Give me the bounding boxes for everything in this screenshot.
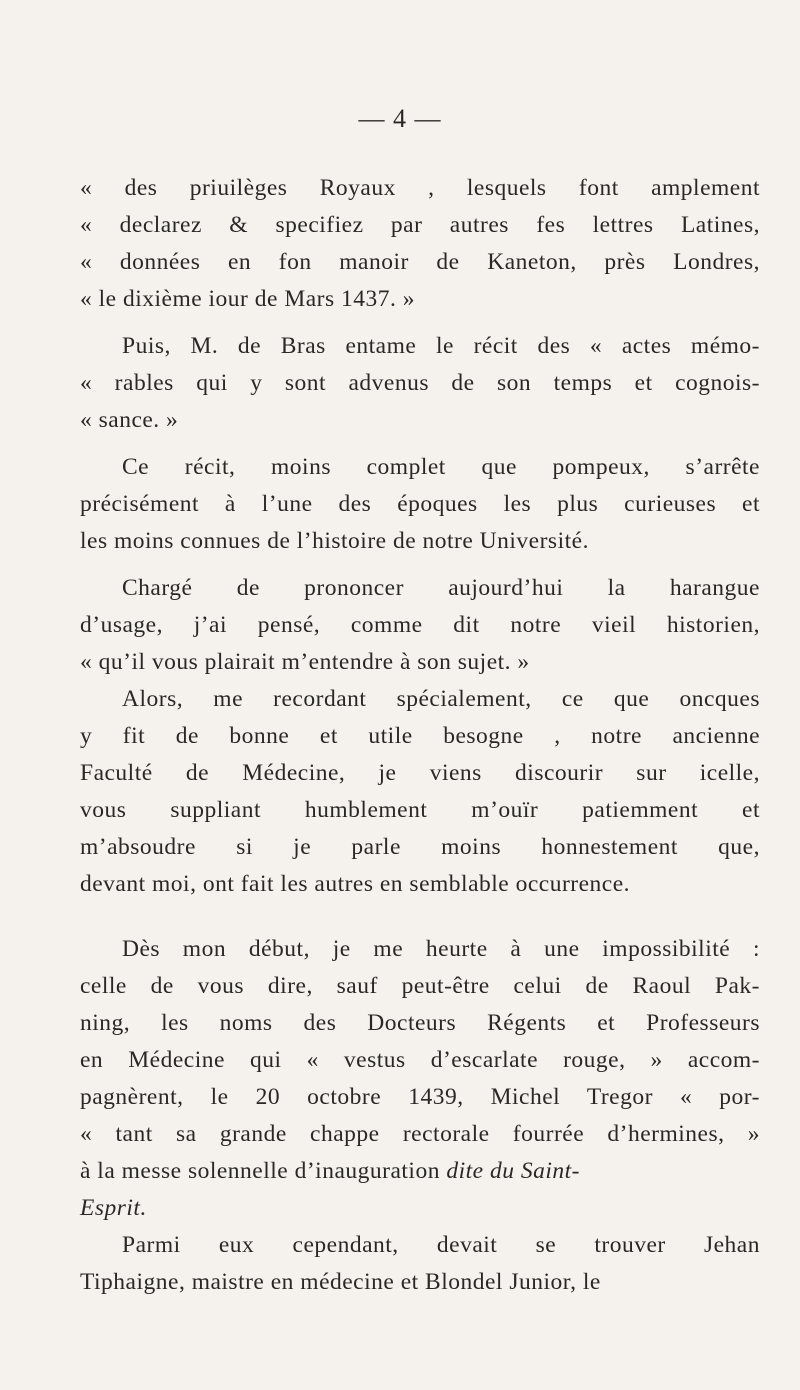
text-line: « declarez & specifiez par autres fes lettres Latines,	[80, 212, 760, 238]
text-line: en Médecine qui « vestus d’escarlate rouge, » accom-	[80, 1047, 760, 1073]
text-line: « qu’il vous plairait m’entendre à son sujet. »	[80, 649, 530, 675]
text-line: « tant sa grande chappe rectorale fourrée d’hermines, »	[80, 1121, 760, 1147]
body-text	[80, 170, 760, 1301]
text-line: « le dixième iour de Mars 1437. »	[80, 286, 415, 312]
text-line	[80, 1190, 760, 1227]
text-line: Parmi eux cependant, devait se trouver Jehan	[122, 1232, 760, 1258]
text-line: Chargé de prononcer aujourd’hui la harangue	[122, 575, 760, 601]
text-line: Dès mon début, je me heurte à une impossibilité :	[122, 936, 760, 962]
text-line: « des priuilèges Royaux , lesquels font amplement	[80, 175, 760, 201]
text-line: celle de vous dire, sauf peut-être celui de Raoul Pak-	[80, 973, 760, 999]
italic-title: Esprit.	[80, 1195, 147, 1221]
text-line: « rables qui y sont advenus de son temps et cognois-	[80, 370, 760, 396]
text-line: m’absoudre si je parle moins honnestement que,	[80, 834, 760, 860]
text-line: ning, les noms des Docteurs Régents et Professeurs	[80, 1010, 760, 1036]
italic-title: dite du Saint-	[446, 1158, 580, 1184]
text-line: Puis, M. de Bras entame le récit des « actes mémo-	[122, 333, 760, 359]
text-line: d’usage, j’ai pensé, comme dit notre vieil historien,	[80, 612, 760, 638]
text-line: Alors, me recordant spécialement, ce que oncques	[122, 686, 760, 712]
text-line: y fit de bonne et utile besogne , notre ancienne	[80, 723, 760, 749]
text-line: Tiphaigne, maistre en médecine et Blondel Junior, le	[80, 1269, 601, 1295]
text-line: « données en fon manoir de Kaneton, près Londres,	[80, 249, 760, 275]
text-line: Ce récit, moins complet que pompeux, s’arrête	[122, 454, 760, 480]
text-line: pagnèrent, le 20 octobre 1439, Michel Tregor « por-	[80, 1084, 760, 1110]
text-line: devant moi, ont fait les autres en semblable occurrence.	[80, 871, 631, 897]
text-line: vous suppliant humblement m’ouïr patiemment et	[80, 797, 760, 823]
text-line: « sance. »	[80, 407, 179, 433]
text-line: les moins connues de l’histoire de notre Université.	[80, 528, 589, 554]
text-line	[80, 1153, 760, 1190]
text-line: Faculté de Médecine, je viens discourir sur icelle,	[80, 760, 760, 786]
text-segment: à la messe solennelle d’inauguration	[80, 1158, 440, 1184]
page-number: — 4 —	[358, 104, 442, 133]
text-line: précisément à l’une des époques les plus curieuses et	[80, 491, 760, 517]
